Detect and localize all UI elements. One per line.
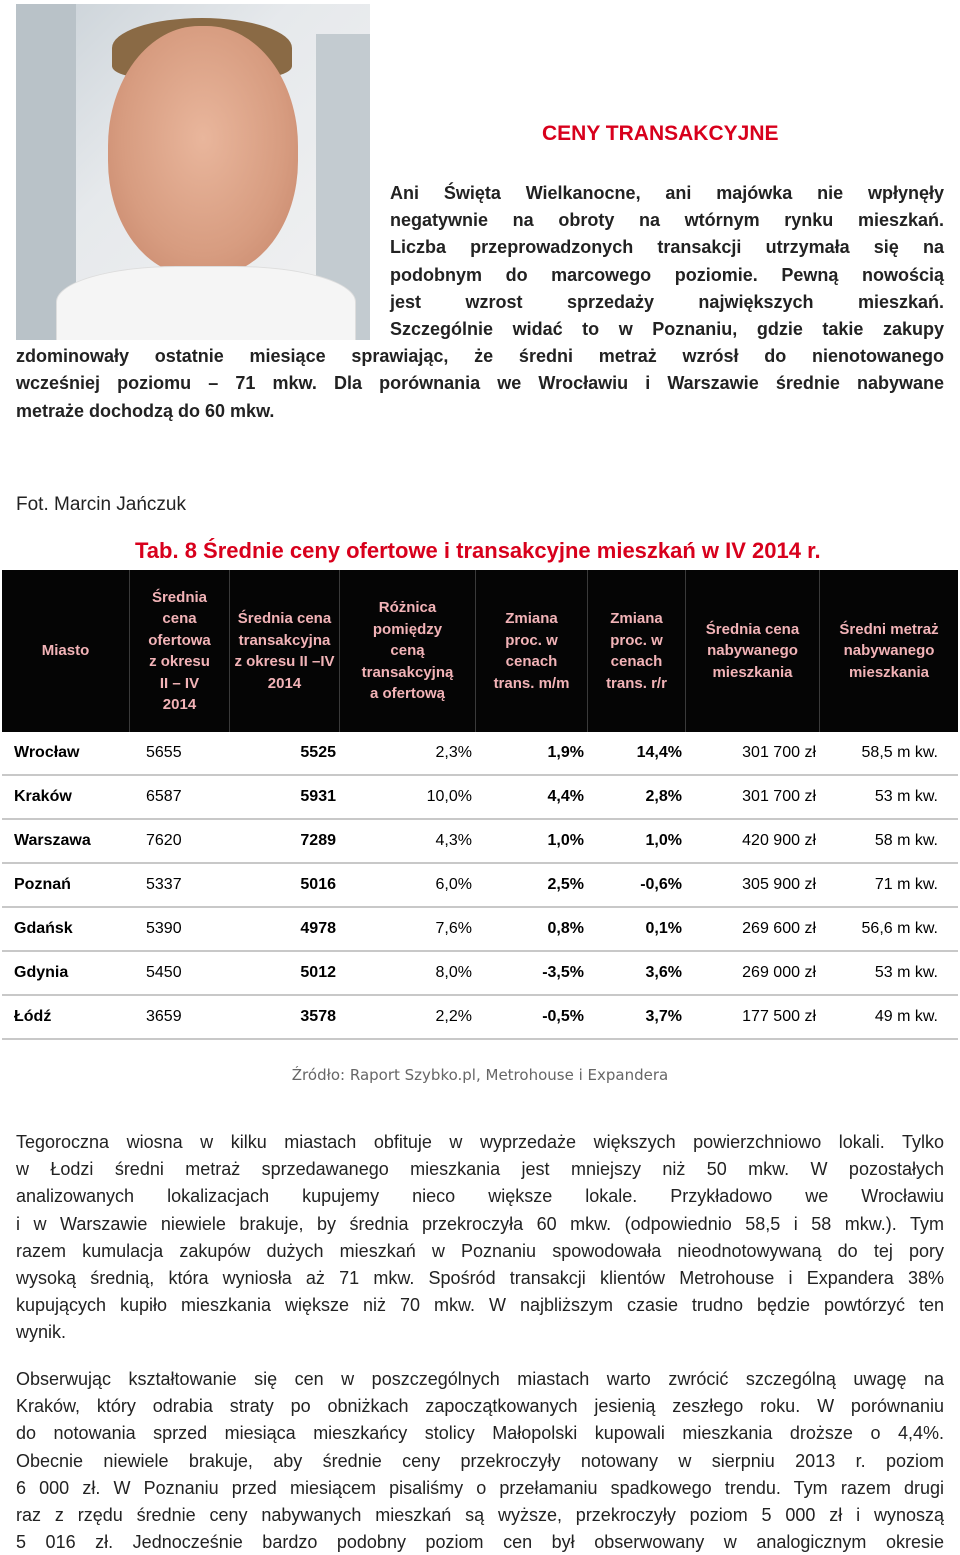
cell-change-mm: 2,5% (547, 876, 584, 893)
intro-line: metraże dochodzą do 60 mkw. (16, 400, 275, 421)
cell-transaction-price: 4978 (300, 920, 336, 937)
cell-price-difference: 2,2% (435, 1008, 472, 1025)
cell-offer-price: 5655 (146, 744, 182, 761)
cell-city: Warszawa (14, 832, 91, 849)
cell-city: Gdańsk (14, 920, 73, 937)
cell-price-difference: 8,0% (435, 964, 472, 981)
cell-city: Wrocław (14, 744, 80, 761)
text-line: wynik. (16, 1322, 67, 1343)
cell-change-mm: 1,9% (547, 744, 584, 761)
cell-change-rr: 2,8% (645, 788, 682, 805)
text-line: Obecnie niewiele brakuje, aby średnie ceny przekroczyły notowany w sierpniu 2013 r. poziom (16, 1450, 944, 1471)
cell-city: Kraków (14, 788, 72, 805)
cell-price-difference: 2,3% (435, 744, 472, 761)
text-line: Obserwując kształtowanie się cen w poszczególnych miastach warto zwrócić szczególną uwagę na (16, 1369, 944, 1389)
table-row (2, 776, 958, 820)
cell-avg-price: 269 600 zł (742, 920, 816, 937)
cell-city: Gdynia (14, 964, 69, 981)
cell-change-rr: 14,4% (636, 744, 682, 761)
table-row (2, 732, 958, 776)
text-line: i w Warszawie niewiele brakuje, by średnia przekroczyła 60 mkw. (odpowiednio 58,5 i 58 mkw.). Tym (16, 1213, 944, 1234)
cell-avg-area: 53 m kw. (874, 964, 938, 981)
table-source: Źródło: Raport Szybko.pl, Metrohouse i Expandera (291, 1066, 669, 1084)
intro-line: zdominowały ostatnie miesiące sprawiając, że średni metraż wzrósł do nienotowanego (16, 346, 944, 367)
cell-change-mm: 1,0% (547, 832, 584, 849)
cell-change-rr: -0,6% (640, 876, 682, 893)
text-line: Tegoroczna wiosna w kilku miastach obfituje w wyprzedaże większych powierzchniowo lokali. Tylko (16, 1132, 944, 1152)
text-line: 6 000 zł. W Poznaniu przed miesiącem pisaliśmy o przełamaniu spadkowego trendu. Tym razem drugi (16, 1477, 944, 1498)
cell-transaction-price: 5525 (300, 744, 336, 761)
cell-transaction-price: 7289 (300, 832, 336, 849)
table-header (2, 570, 958, 732)
header-price-difference: Różnica pomiędzy ceną transakcyjną a ofertową (340, 570, 476, 732)
intro-line: Ani Święta Wielkanocne, ani majówka nie wpłynęły (390, 183, 944, 203)
cell-change-rr: 3,6% (645, 964, 682, 981)
header-offer-price: Średnia cena ofertowa z okresu II – IV 2014 (130, 570, 230, 732)
text-line: do notowania sprzed miesiąca mieszkańcy stolicy Małopolski kupowali mieszkania droższe o 4,4%. (16, 1423, 944, 1444)
cell-avg-price: 305 900 zł (742, 876, 816, 893)
cell-offer-price: 3659 (146, 1008, 182, 1025)
intro-line: Szczególnie widać to w Poznaniu, gdzie takie zakupy (390, 319, 944, 340)
intro-line: Liczba przeprowadzonych transakcji utrzymała się na (390, 237, 944, 258)
cell-city: Poznań (14, 876, 71, 893)
text-line: analizowanych lokalizacjach kupujemy nieco większe lokale. Przykładowo we Wrocławiu (16, 1186, 944, 1207)
text-line: kupujących kupiło mieszkania większe niż 70 mkw. W najbliższym czasie trudno będzie powtórzyć ten (16, 1295, 944, 1316)
cell-price-difference: 6,0% (435, 876, 472, 893)
text-line: w Łodzi średni metraż sprzedawanego mieszkania jest mniejszy niż 50 mkw. W pozostałych (16, 1159, 944, 1180)
text-line: razem kumulacja zakupów dużych mieszkań w Poznaniu spowodowała nieodnotowywaną do tej pory (16, 1240, 944, 1261)
cell-price-difference: 7,6% (435, 920, 472, 937)
table-row (2, 820, 958, 864)
cell-price-difference: 10,0% (426, 788, 472, 805)
intro-line: jest wzrost sprzedaży największych mieszkań. (390, 291, 944, 312)
table-row (2, 952, 958, 996)
header-change-rr: Zmiana proc. w cenach trans. r/r (588, 570, 686, 732)
header-city: Miasto (2, 570, 130, 732)
intro-line: negatywnie na obroty na wtórnym rynku mieszkań. (390, 210, 944, 231)
cell-transaction-price: 3578 (300, 1008, 336, 1025)
table-row (2, 996, 958, 1040)
cell-offer-price: 5337 (146, 876, 182, 893)
cell-avg-price: 301 700 zł (742, 744, 816, 761)
cell-avg-area: 53 m kw. (874, 788, 938, 805)
cell-avg-area: 49 m kw. (874, 1008, 938, 1025)
header-transaction-price: Średnia cena transakcyjna z okresu II –IV 2014 (230, 570, 340, 732)
cell-transaction-price: 5016 (300, 876, 336, 893)
header-avg-price: Średnia cena nabywanego mieszkania (686, 570, 820, 732)
table-row (2, 864, 958, 908)
cell-change-mm: 0,8% (547, 920, 584, 937)
intro-line: wcześniej poziomu – 71 mkw. Dla porównania we Wrocławiu i Warszawie średnie nabywane (16, 373, 944, 394)
cell-avg-area: 58 m kw. (874, 832, 938, 849)
cell-offer-price: 5390 (146, 920, 182, 937)
header-change-mm: Zmiana proc. w cenach trans. m/m (476, 570, 588, 732)
cell-offer-price: 7620 (146, 832, 182, 849)
header-avg-area: Średni metraż nabywanego mieszkania (839, 620, 939, 681)
cell-offer-price: 6587 (146, 788, 182, 805)
table-row (2, 908, 958, 952)
cell-price-difference: 4,3% (435, 832, 472, 849)
paragraph-1 (16, 1129, 944, 1347)
text-line: raz z rzędu średnie ceny nabywanych mieszkań są wyższe, przekroczyły poziom 5 000 zł i wynoszą (16, 1505, 944, 1526)
intro-line: podobnym do marcowego poziomie. Pewną nowością (390, 264, 944, 285)
cell-avg-price: 269 000 zł (742, 964, 816, 981)
cell-change-mm: -0,5% (542, 1008, 584, 1025)
cell-offer-price: 5450 (146, 964, 182, 981)
cell-change-rr: 3,7% (645, 1008, 682, 1025)
cell-change-rr: 0,1% (645, 920, 682, 937)
paragraph-2 (16, 1366, 944, 1555)
intro-paragraph (16, 180, 944, 425)
cell-change-rr: 1,0% (645, 832, 682, 849)
text-line: wysoką średnią, która wyniosła aż 71 mkw. Spośród transakcji klientów Metrohouse i Expandera 38% (16, 1268, 944, 1289)
text-line: Kraków, który odrabia straty po obniżkach zapoczątkowanych jesienią zeszłego roku. W porównaniu (16, 1396, 944, 1417)
text-line: 5 016 zł. Jednocześnie bardzo podobny poziom cen był obserwowany w analogicznym okresie (16, 1532, 944, 1553)
cell-avg-area: 58,5 m kw. (861, 744, 938, 761)
table-title: Tab. 8 Średnie ceny ofertowe i transakcyjne mieszkań w IV 2014 r. (135, 538, 821, 563)
cell-avg-price: 301 700 zł (742, 788, 816, 805)
cell-city: Łódź (14, 1008, 52, 1025)
cell-avg-area: 71 m kw. (874, 876, 938, 893)
section-heading: CENY TRANSAKCYJNE (542, 122, 779, 145)
cell-change-mm: 4,4% (547, 788, 584, 805)
cell-transaction-price: 5931 (300, 788, 336, 805)
cell-avg-area: 56,6 m kw. (861, 920, 938, 937)
cell-change-mm: -3,5% (542, 964, 584, 981)
table-body (2, 732, 958, 1040)
cell-avg-price: 177 500 zł (742, 1008, 816, 1025)
cell-avg-price: 420 900 zł (742, 832, 816, 849)
cell-transaction-price: 5012 (300, 964, 336, 981)
photo-credit: Fot. Marcin Jańczuk (16, 494, 186, 515)
